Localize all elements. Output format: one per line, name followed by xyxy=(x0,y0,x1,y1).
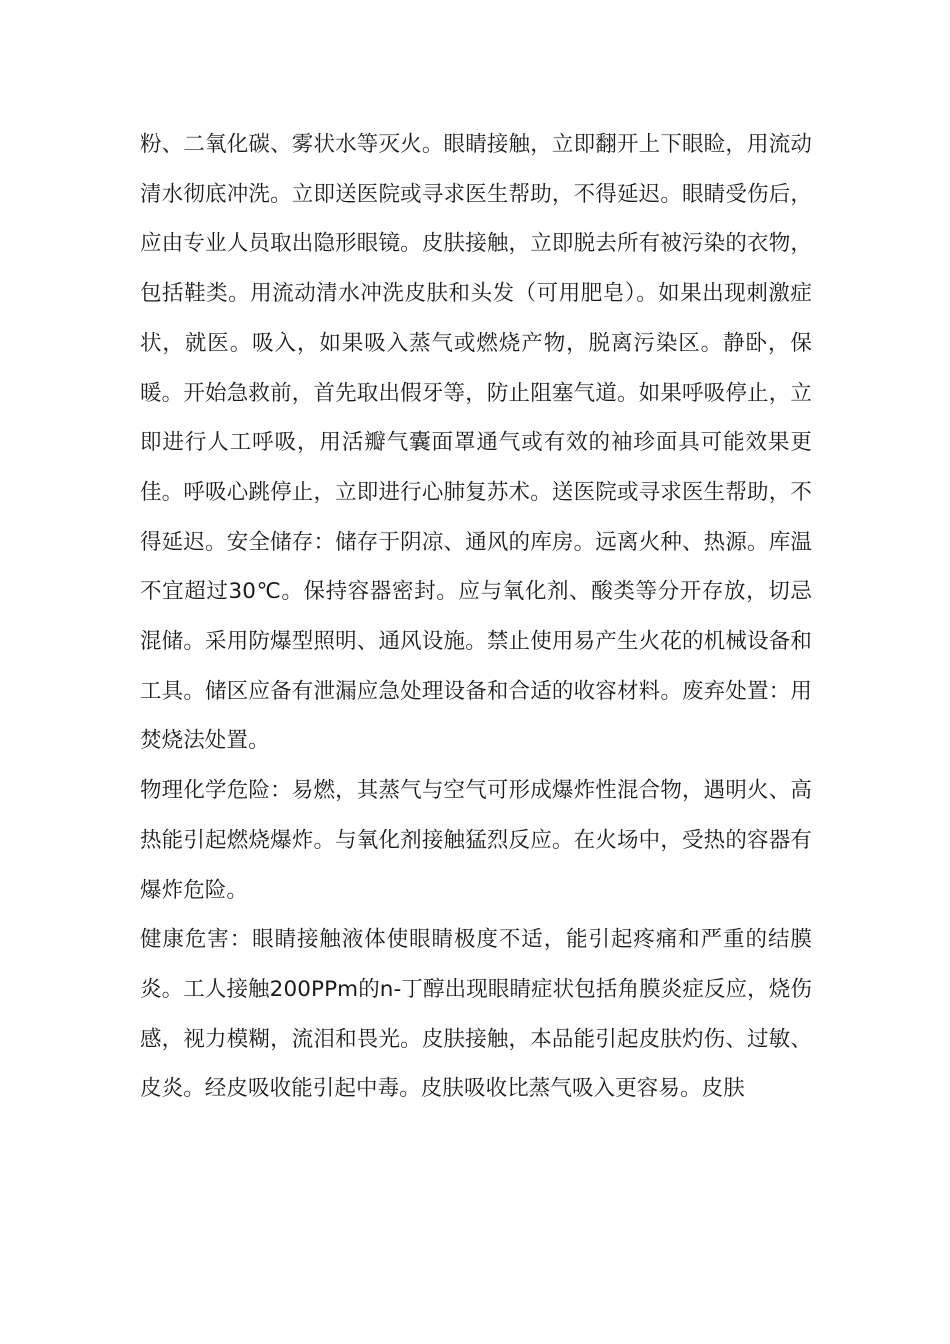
document-body xyxy=(140,120,812,1114)
paragraph-first-aid-storage: 粉、二氧化碳、雾状水等灭火。眼睛接触，立即翻开上下眼睑，用流动清水彻底冲洗。立即送医院或寻求医生帮助，不得延迟。眼睛受伤后，应由专业人员取出隐形眼镜。皮肤接触，立即脱去所有被污染的衣物，包括鞋类。用流动清水冲洗皮肤和头发（可用肥皂）。如果出现刺激症状，就医。吸入，如果吸入蒸气或燃烧产物，脱离污染区。静卧，保暖。开始急救前，首先取出假牙等，防止阻塞气道。如果呼吸停止，立即进行人工呼吸，用活瓣气囊面罩通气或有效的袖珍面具可能效果更佳。呼吸心跳停止，立即进行心肺复苏术。送医院或寻求医生帮助，不得延迟。安全储存：储存于阴凉、通风的库房。远离火种、热源。库温不宜超过30℃。保持容器密封。应与氧化剂、酸类等分开存放，切忌混储。采用防爆型照明、通风设施。禁止使用易产生火花的机械设备和工具。储区应备有泄漏应急处理设备和合适的收容材料。废弃处置：用焚烧法处置。 xyxy=(140,132,812,754)
paragraph-health-hazard: 健康危害：眼睛接触液体使眼睛极度不适，能引起疼痛和严重的结膜炎。工人接触200PPm的n-丁醇出现眼睛症状包括角膜炎症反应，烧伤感，视力模糊，流泪和畏光。皮肤接触，本品能引起皮肤灼伤、过敏、皮炎。经皮吸收能引起中毒。皮肤吸收比蒸气吸入更容易。皮肤 xyxy=(140,927,812,1102)
paragraph-physical-chemical-hazard: 物理化学危险：易燃，其蒸气与空气可形成爆炸性混合物，遇明火、高热能引起燃烧爆炸。与氧化剂接触猛烈反应。在火场中，受热的容器有爆炸危险。 xyxy=(140,778,812,903)
